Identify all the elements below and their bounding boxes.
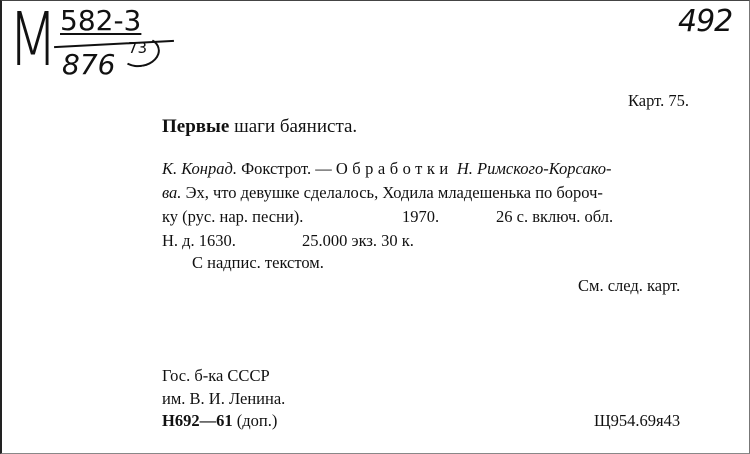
see-next-card: См. след. карт. [578,276,681,295]
handwritten-shelfmark-bottom: 876 [62,48,116,81]
handwritten-shelfmark-top: 582-3 [60,4,142,37]
entry-pages: 26 с. включ. обл. [496,207,614,226]
entry-line-3: ку (рус. нар. песни). [162,207,304,226]
entry-year: 1970. [402,207,440,226]
entry-work: Фокстрот. — [236,159,336,178]
book-title-bold: Первые [162,116,230,137]
card-number: Карт. 75. [628,91,689,110]
card-code-note: (доп.) [232,411,278,430]
card-code-number: Н692—61 [162,411,233,430]
entry-arrangements: Обработки [335,159,453,178]
entry-line-2 [162,183,603,203]
library-line-1: Гос. б-ка СССР [162,366,270,385]
entry-arranger-line1: Н. Римского-Корсако- [452,159,612,178]
entry-songs: Эх, что девушке сделалось, Ходила младешенька по бороч- [181,183,603,202]
entry-author: К. Конрад. [162,159,237,178]
entry-arranger-line2: ва. [162,183,182,202]
note: С надпис. текстом. [192,253,324,272]
card-code [162,411,277,431]
classification-code: Щ954.69я43 [594,411,681,430]
publisher-number: Н. д. 1630. [162,231,236,250]
handwritten-corner-number: 492 [678,4,733,39]
book-title [162,117,357,137]
print-run-price: 25.000 экз. 30 к. [302,231,414,250]
handwritten-letter: М [8,0,58,83]
library-line-2: им. В. И. Ленина. [162,389,286,408]
entry-line-1 [162,159,612,179]
handwritten-shelfmark-sup: 73 [128,39,148,57]
handwritten-circle-mark [118,34,163,70]
book-title-rest: шаги баяниста. [229,116,358,137]
